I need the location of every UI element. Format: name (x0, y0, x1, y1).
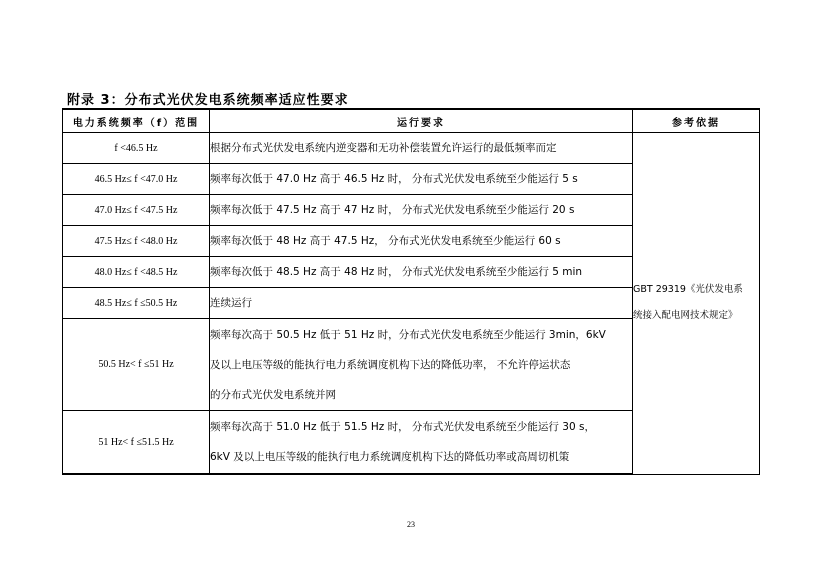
header-frequency-range: 电力系统频率（f）范围 (63, 109, 210, 133)
requirement-cell: 频率每次低于 47.5 Hz 高于 47 Hz 时， 分布式光伏发电系统至少能运行 20 s (210, 195, 633, 226)
frequency-range-cell: 48.5 Hz≤ f ≤50.5 Hz (63, 288, 210, 319)
requirement-cell: 频率每次低于 48.5 Hz 高于 48 Hz 时， 分布式光伏发电系统至少能运行 5 min (210, 257, 633, 288)
requirement-cell: 根据分布式光伏发电系统内逆变器和无功补偿装置允许运行的最低频率而定 (210, 133, 633, 164)
requirement-cell (210, 319, 633, 411)
requirement-line: 频率每次高于 50.5 Hz 低于 51 Hz 时，分布式光伏发电系统至少能运行 3min，6kV (210, 328, 606, 341)
basis-line: GBT 29319《光伏发电系 (633, 284, 743, 296)
requirement-cell: 连续运行 (210, 288, 633, 319)
header-operating-requirement: 运行要求 (210, 109, 633, 133)
frequency-range-cell: 47.0 Hz≤ f <47.5 Hz (63, 195, 210, 226)
basis-line: 统接入配电网技术规定》 (633, 310, 738, 322)
requirement-line: 频率每次高于 51.0 Hz 低于 51.5 Hz 时， 分布式光伏发电系统至少能运行 30 s， (210, 421, 595, 433)
table-row (63, 133, 760, 164)
requirement-line: 6kV 及以上电压等级的能执行电力系统调度机构下达的降低功率或高周切机策 (210, 451, 570, 463)
frequency-range-cell: f <46.5 Hz (63, 133, 210, 164)
requirement-line: 及以上电压等级的能执行电力系统调度机构下达的降低功率， 不允许停运状态 (210, 358, 571, 371)
appendix-title: 附录 3：分布式光伏发电系统频率适应性要求 (67, 93, 349, 108)
table-header-row (63, 109, 760, 133)
requirement-cell: 频率每次低于 48 Hz 高于 47.5 Hz， 分布式光伏发电系统至少能运行 60 s (210, 226, 633, 257)
requirement-cell (210, 411, 633, 475)
frequency-range-cell: 48.0 Hz≤ f <48.5 Hz (63, 257, 210, 288)
reference-basis-cell (633, 133, 760, 475)
frequency-range-cell: 51 Hz< f ≤51.5 Hz (63, 411, 210, 475)
page-number: 23 (407, 520, 415, 529)
header-reference-basis: 参考依据 (633, 109, 760, 133)
frequency-range-cell: 46.5 Hz≤ f <47.0 Hz (63, 164, 210, 195)
frequency-range-cell: 47.5 Hz≤ f <48.0 Hz (63, 226, 210, 257)
frequency-range-cell: 50.5 Hz< f ≤51 Hz (63, 319, 210, 411)
requirement-line: 的分布式光伏发电系统并网 (210, 388, 336, 401)
frequency-requirements-table (62, 108, 760, 475)
requirement-cell: 频率每次低于 47.0 Hz 高于 46.5 Hz 时， 分布式光伏发电系统至少能运行 5 s (210, 164, 633, 195)
